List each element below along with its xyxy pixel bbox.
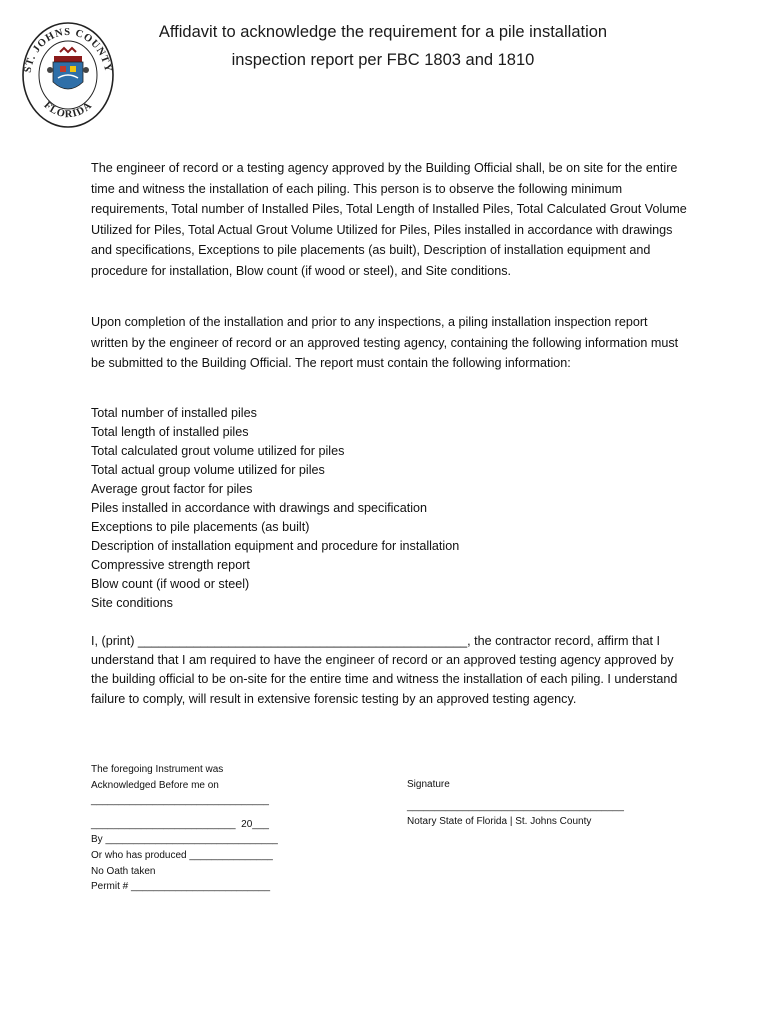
- list-item: Description of installation equipment and procedure for installation: [91, 539, 460, 553]
- no-oath-text: No Oath taken: [91, 865, 156, 877]
- notary-acknowledgement-block: [91, 762, 351, 895]
- produced-id-field[interactable]: Or who has produced _______________: [91, 849, 273, 861]
- permit-number-field[interactable]: Permit # _________________________: [91, 881, 271, 893]
- title-line-2: inspection report per FBC 1803 and 1810: [231, 51, 535, 69]
- svg-text:ST. JOHNS COUNTY: ST. JOHNS COUNTY: [22, 26, 114, 74]
- notary-signature-block: [407, 777, 707, 830]
- acknowledgement-date-field[interactable]: ________________________________: [91, 795, 269, 807]
- list-item: Compressive strength report: [91, 558, 250, 572]
- acknowledged-by-field[interactable]: By _______________________________: [91, 834, 278, 846]
- list-item: Total length of installed piles: [91, 425, 249, 439]
- list-item: Site conditions: [91, 596, 173, 610]
- signature-label: Signature: [407, 779, 450, 790]
- document-title: [118, 18, 648, 74]
- acknowledgement-year-field[interactable]: __________________________ 20___: [91, 818, 269, 830]
- engineer-requirement-paragraph: The engineer of record or a testing agency approved by the Building Official shall, be on site for the entire time and witness the installation of each piling. This person is to observe the following minimum requirements, Total number of Installed Piles, Total Length of Installed Piles, Total Calculated Grout Volume Utilized for Piles, Total Actual Grout Volume Utilized for Piles, Piles installed in accordance with drawings and specifications, Exceptions to pile placements (as built), Description of installation equipment and procedure for installation, Blow count (if wood or steel), and Site conditions.: [91, 161, 687, 278]
- signature-line-field[interactable]: _______________________________________: [407, 800, 624, 812]
- list-item: Blow count (if wood or steel): [91, 577, 250, 591]
- svg-text:FLORIDA: FLORIDA: [41, 99, 95, 121]
- list-item: Average grout factor for piles: [91, 482, 253, 496]
- list-item: Total number of installed piles: [91, 406, 257, 420]
- acknowledgement-text-line-2: Acknowledged Before me on: [91, 779, 219, 791]
- list-item: Total actual group volume utilized for piles: [91, 463, 325, 477]
- list-item: Total calculated grout volume utilized for piles: [91, 444, 345, 458]
- title-line-1: Affidavit to acknowledge the requirement for a pile installation: [158, 23, 608, 41]
- list-item: Piles installed in accordance with drawings and specification: [91, 501, 428, 515]
- report-submission-paragraph: Upon completion of the installation and prior to any inspections, a piling installation inspection report written by the engineer of record or an approved testing agency, containing the following information must be submitted to the Building Official. The report must contain the following information:: [91, 315, 679, 370]
- required-information-list: [91, 404, 459, 613]
- list-item: Exceptions to pile placements (as built): [91, 520, 310, 534]
- acknowledgement-text-line-1: The foregoing Instrument was: [91, 764, 224, 775]
- notary-caption: Notary State of Florida | St. Johns County: [407, 816, 592, 828]
- contractor-affirmation-paragraph: I, (print) _______________________________________________, the contractor record, affirm that I understand that I am required to have the engineer of record or an approved testing agency approved by the building official to be on-site for the entire time and witness the installation of each piling. I understand failure to comply, will result in extensive forensic testing by an approved testing agency.: [91, 634, 678, 706]
- county-seal-logo: [20, 20, 116, 130]
